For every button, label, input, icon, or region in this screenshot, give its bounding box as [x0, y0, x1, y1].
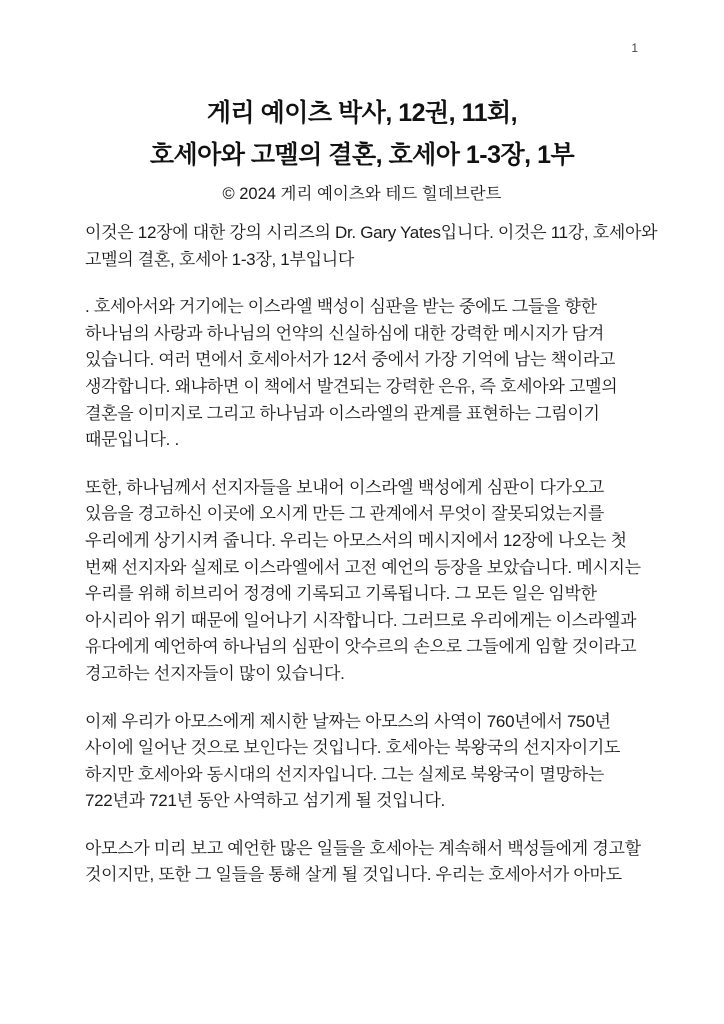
text-line: 때문입니다. .: [85, 430, 179, 450]
paragraph: [85, 220, 658, 273]
paragraph: [85, 709, 654, 815]
document-body: [0, 205, 724, 889]
text-line: 경고하는 선지자들이 많이 있습니다.: [85, 663, 345, 683]
text-line: 이것은 12장에 대한 강의 시리즈의 Dr. Gary Yates입니다. 이것은 11강, 호세아와: [85, 223, 658, 242]
text-line: 또한, 하나님께서 선지자들을 보내어 이스라엘 백성에게 심판이 다가오고: [85, 477, 605, 497]
page-number: 1: [631, 41, 638, 55]
text-line: 생각합니다. 왜냐하면 이 책에서 발견되는 강력한 은유, 즉 호세아와 고멜의: [85, 376, 618, 396]
paragraph: [85, 836, 654, 889]
text-line: . 호세아서와 거기에는 이스라엘 백성이 심판을 받는 중에도 그들을 향한: [85, 297, 597, 317]
text-line: 하나님의 사랑과 하나님의 언약의 신실하심에 대한 강력한 메시지가 담겨: [85, 323, 605, 343]
text-line: 722년과 721년 동안 사역하고 섬기게 될 것입니다.: [85, 791, 445, 811]
copyright-line: © 2024 게리 예이츠와 테드 힐데브란트: [222, 185, 502, 203]
text-line: 고멜의 결혼, 호세아 1-3장, 1부입니다: [85, 249, 354, 269]
document-header: [0, 0, 724, 205]
document-title-line-2: 호세아와 고멜의 결혼, 호세아 1-3장, 1부: [149, 141, 575, 169]
document-title-line-1: 게리 예이츠 박사, 12권, 11회,: [206, 99, 518, 127]
text-line: 아모스가 미리 보고 예언한 많은 일들을 호세아는 계속해서 백성들에게 경고할: [85, 838, 641, 858]
paragraph: [85, 294, 654, 454]
text-line: 결혼을 이미지로 그리고 하나님과 이스라엘의 관계를 표현하는 그림이기: [85, 403, 600, 423]
paragraph: [85, 475, 654, 688]
text-line: 우리를 위해 히브리어 정경에 기록되고 기록됩니다. 그 모든 일은 임박한: [85, 584, 597, 604]
text-line: 우리에게 상기시켜 줍니다. 우리는 아모스서의 메시지에서 12장에 나오는 첫: [85, 530, 627, 550]
text-line: 번째 선지자와 실제로 이스라엘에서 고전 예언의 등장을 보았습니다. 메시지는: [85, 557, 641, 577]
text-line: 이제 우리가 아모스에게 제시한 날짜는 아모스의 사역이 760년에서 750년: [85, 711, 611, 731]
text-line: 아시리아 위기 때문에 일어나기 시작합니다. 그러므로 우리에게는 이스라엘과: [85, 610, 637, 630]
text-line: 하지만 호세아와 동시대의 선지자입니다. 그는 실제로 북왕국이 멸망하는: [85, 764, 605, 784]
text-line: 사이에 일어난 것으로 보인다는 것입니다. 호세아는 북왕국의 선지자이기도: [85, 738, 621, 758]
text-line: 있음을 경고하신 이곳에 오시게 만든 그 관계에서 무엇이 잘못되었는지를: [85, 504, 605, 524]
text-line: 있습니다. 여러 면에서 호세아서가 12서 중에서 가장 기억에 남는 책이라고: [85, 350, 616, 370]
text-line: 것이지만, 또한 그 일들을 통해 살게 될 것입니다. 우리는 호세아서가 아마도: [85, 865, 622, 885]
text-line: 유다에게 예언하여 하나님의 심판이 앗수르의 손으로 그들에게 임할 것이라고: [85, 637, 637, 657]
